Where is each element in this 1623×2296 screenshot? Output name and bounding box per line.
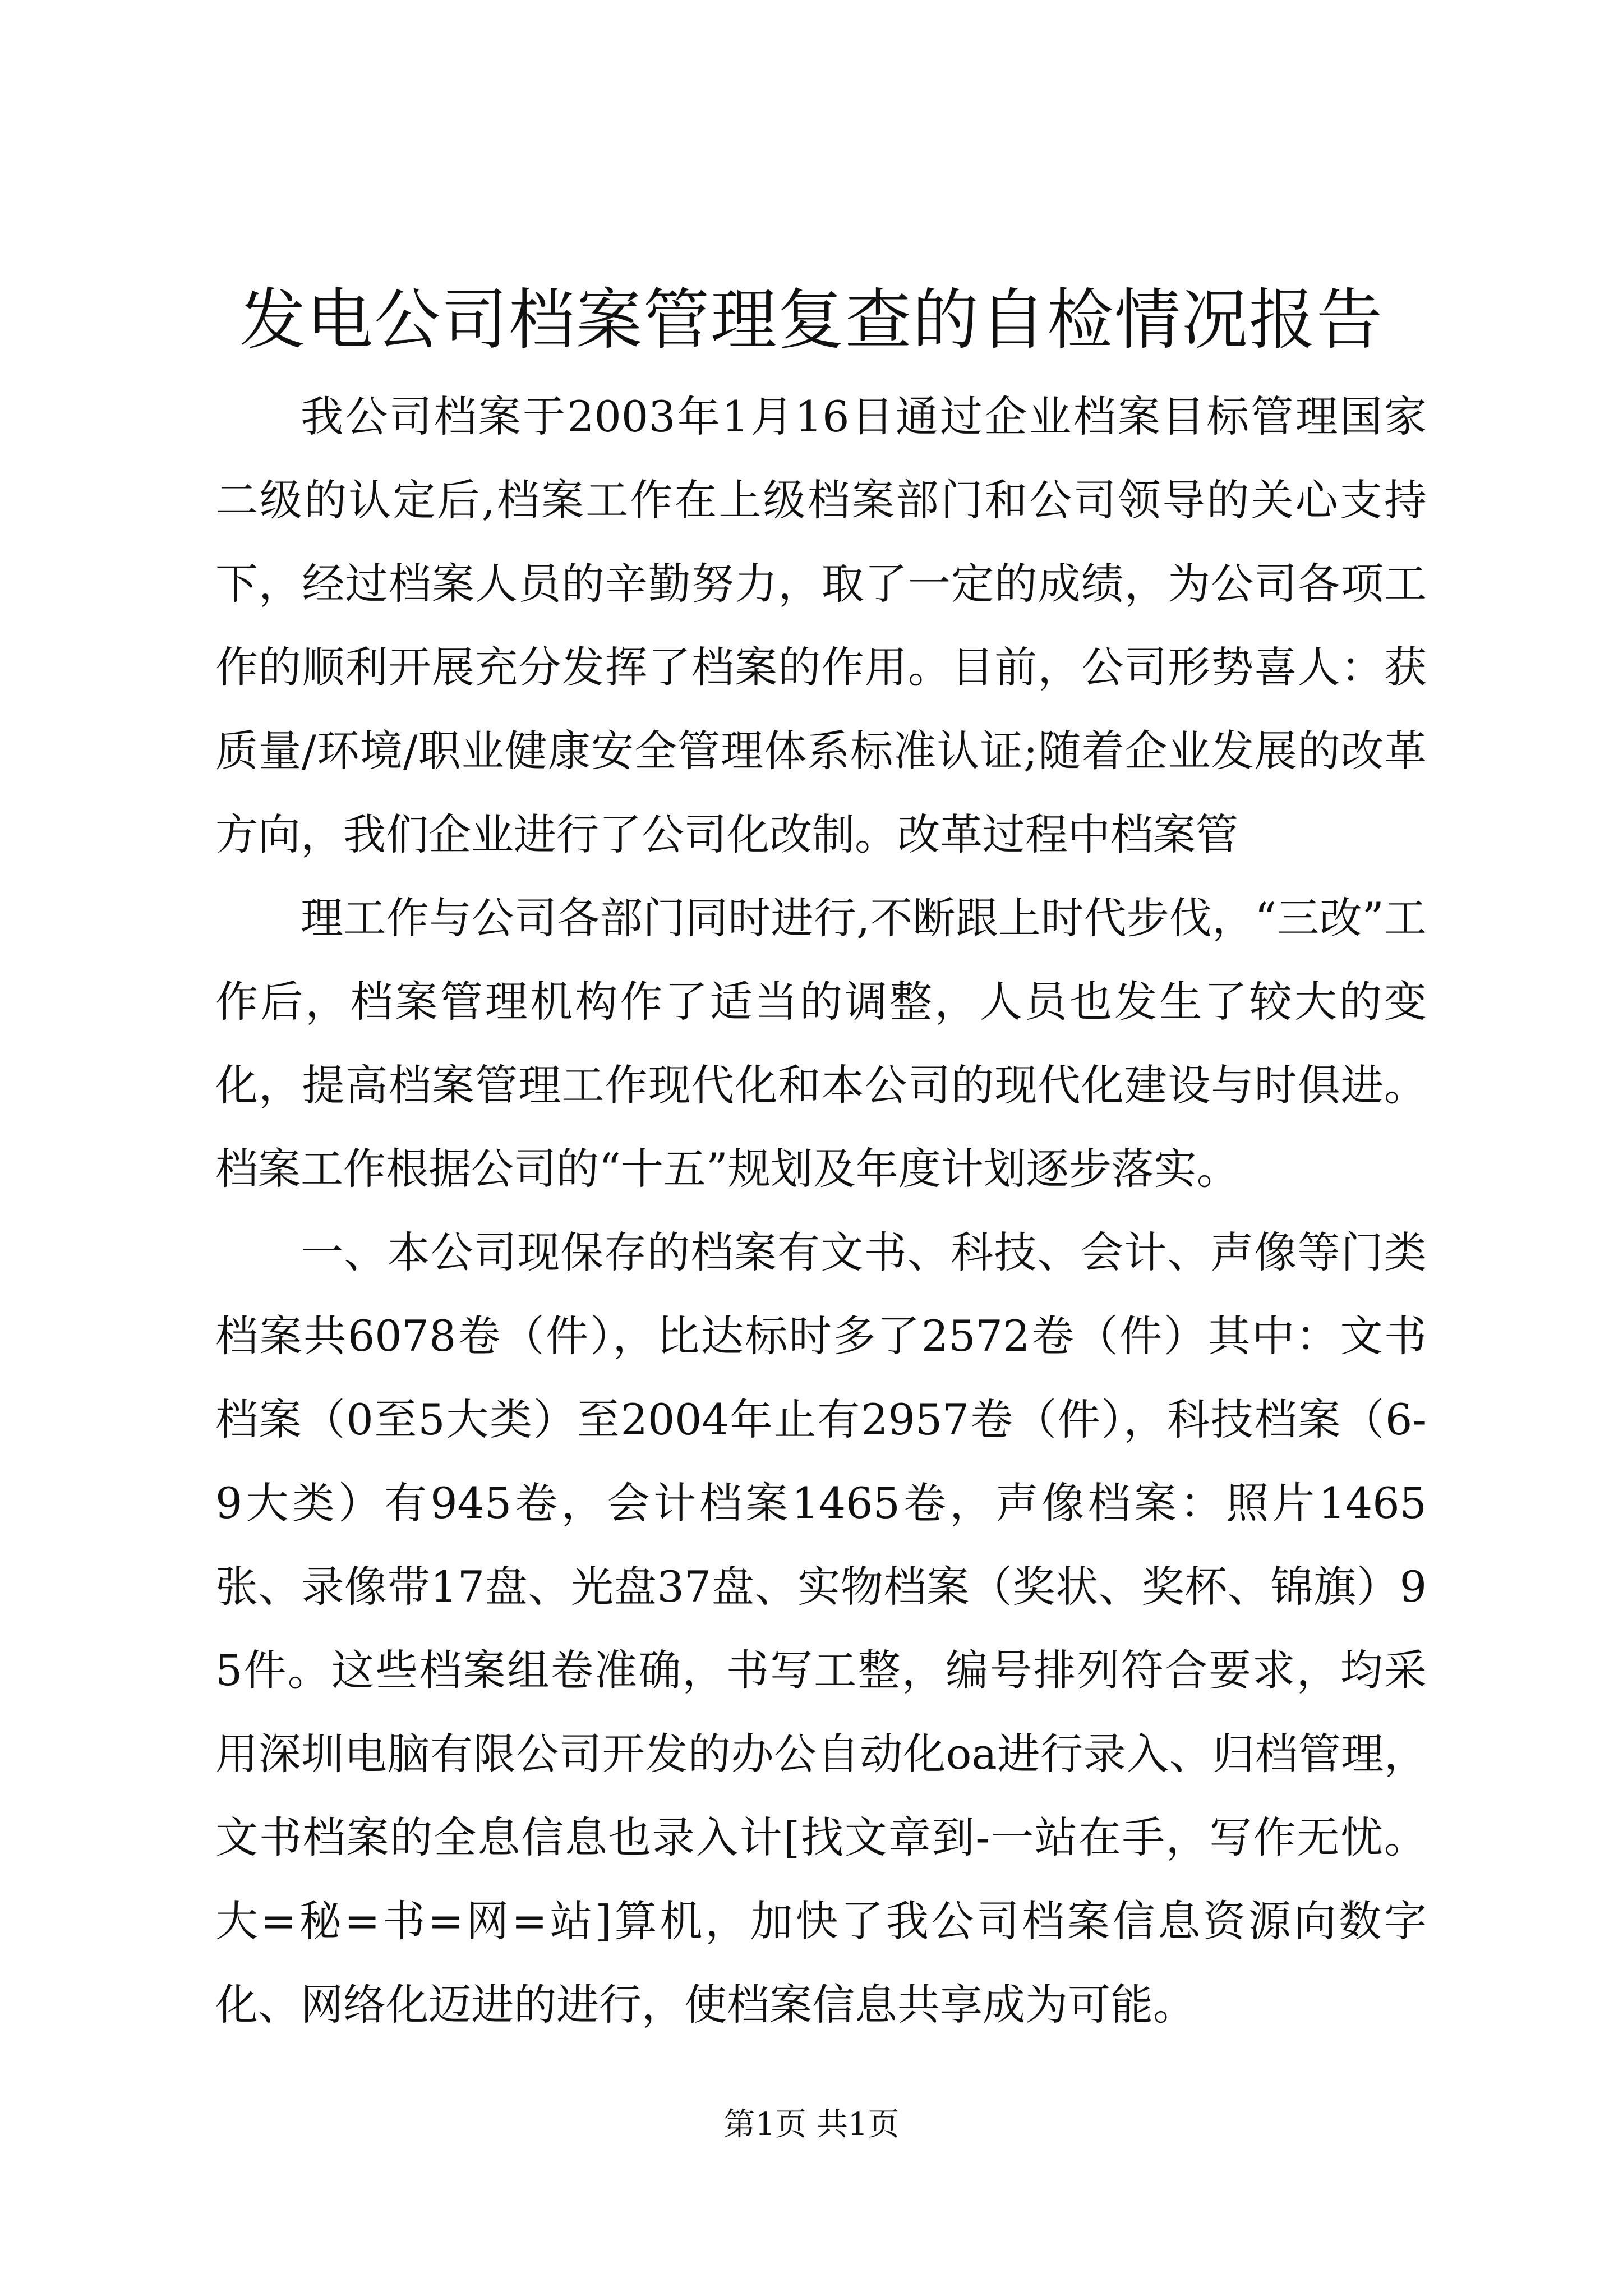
page-number-footer: 第1页 共1页: [723, 2106, 900, 2143]
document-body: [215, 375, 1427, 2046]
paragraph-3: 一、本公司现保存的档案有文书、科技、会计、声像等门类档案共6078卷（件），比达标时多了2572卷（件）其中：文书档案（0至5大类）至2004年止有2957卷（件），科技档案（6-9大类）有945卷，会计档案1465卷，声像档案：照片1465张、录像带17盘、光盘37盘、实物档案（奖状、奖杯、锦旗）95件。这些档案组卷准确，书写工整，编号排列符合要求，均采用深圳电脑有限公司开发的办公自动化oa进行录入、归档管理，文书档案的全息信息也录入计[找文章到-一站在手，写作无忧。大=秘=书=网=站]算机，加快了我公司档案信息资源向数字化、网络化迈进的进行，使档案信息共享成为可能。: [215, 1227, 1427, 2030]
paragraph-2: 理工作与公司各部门同时进行,不断跟上时代步伐，“三改”工作后，档案管理机构作了适当的调整，人员也发生了较大的变化，提高档案管理工作现代化和本公司的现代化建设与时俱进。档案工作根据公司的“十五”规划及年度计划逐步落实。: [215, 893, 1427, 1194]
paragraph-1: 我公司档案于2003年1月16日通过企业档案目标管理国家二级的认定后,档案工作在上级档案部门和公司领导的关心支持下，经过档案人员的辛勤努力，取了一定的成绩，为公司各项工作的顺利开展充分发挥了档案的作用。目前，公司形势喜人：获质量/环境/职业健康安全管理体系标准认证;随着企业发展的改革方向，我们企业进行了公司化改制。改革过程中档案管: [215, 392, 1427, 859]
document-title: 发电公司档案管理复查的自检情况报告: [239, 281, 1384, 358]
